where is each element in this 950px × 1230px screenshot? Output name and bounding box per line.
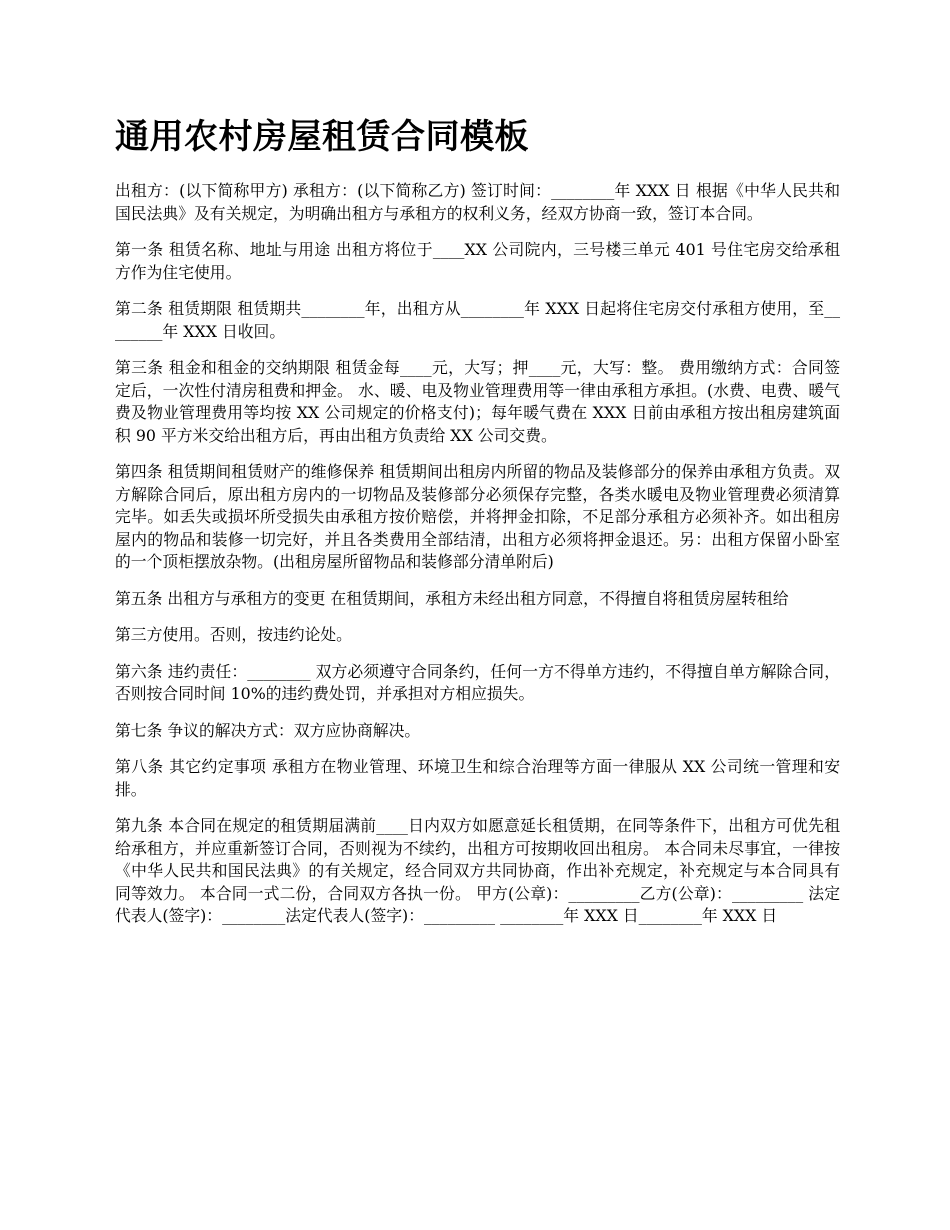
paragraph-article-3: 第三条 租金和租金的交纳期限 租赁金每____元，大写；押____元，大写：整。 费用缴纳方式：合同签定后，一次性付清房租费和押金。 水、暖、电及物业管理费用等一律由承租方承担。(水费、电费、暖气费及物业管理费用等均按 XX 公司规定的价格支付)；每年暖气费在 XXX 日前由承租方按出租房建筑面积 90 平方米交给出租方后，再由出租方负责给 XX 公司交费。: [115, 358, 840, 445]
paragraph-article-4: 第四条 租赁期间租赁财产的维修保养 租赁期间出租房内所留的物品及装修部分的保养由承租方负责。双方解除合同后，原出租方房内的一切物品及装修部分必须保存完整，各类水暖电及物业管理费必须清算完毕。如丢失或损坏所受损失由承租方按价赔偿，并将押金扣除，不足部分承租方必须补齐。如出租房屋内的物品和装修一切完好，并且各类费用全部结清，出租方必须将押金退还。另：出租方保留小卧室的一个顶柜摆放杂物。(出租房屋所留物品和装修部分清单附后): [115, 462, 840, 571]
document-title: 通用农村房屋租赁合同模板: [115, 117, 529, 157]
document-page: [115, 112, 840, 942]
paragraph-article-9: 第九条 本合同在规定的租赁期届满前____日内双方如愿意延长租赁期，在同等条件下，出租方可优先租给承租方，并应重新签订合同，否则视为不续约，出租方可按期收回出租房。 本合同未尽事宜，一律按《中华人民共和国民法典》的有关规定，经合同双方共同协商，作出补充规定，补充规定与本合同具有同等效力。 本合同一式二份，合同双方各执一份。 甲方(公章)：_________乙方(公章)：_________ 法定代表人(签字)：________法定代表人(签字)：_________ ________年 XXX 日________年 XXX 日: [115, 816, 840, 925]
paragraph-article-7: 第七条 争议的解决方式：双方应协商解决。: [115, 720, 421, 740]
paragraph-article-5: 第五条 出租方与承租方的变更 在租赁期间，承租方未经出租方同意，不得擅自将租赁房屋转租给: [115, 588, 789, 608]
paragraph-article-2: 第二条 租赁期限 租赁期共________年，出租方从________年 XXX 日起将住宅房交付承租方使用，至________年 XXX 日收回。: [115, 299, 840, 341]
paragraph-article-8: 第八条 其它约定事项 承租方在物业管理、环境卫生和综合治理等方面一律服从 XX 公司统一管理和安排。: [115, 757, 840, 799]
paragraph-article-6: 第六条 违约责任：________ 双方必须遵守合同条约，任何一方不得单方违约，不得擅自单方解除合同，否则按合同时间 10%的违约费处罚，并承担对方相应损失。: [115, 661, 840, 703]
paragraph-preamble: 出租方：(以下简称甲方) 承租方：(以下简称乙方) 签订时间：________年 XXX 日 根据《中华人民共和国民法典》及有关规定，为明确出租方与承租方的权利义务，经双方协商一致，签订本合同。: [115, 181, 840, 223]
paragraph-article-5-cont: 第三方使用。否则，按违约论处。: [115, 625, 352, 644]
paragraph-article-1: 第一条 租赁名称、地址与用途 出租方将位于____XX 公司院内，三号楼三单元 401 号住宅房交给承租方作为住宅使用。: [115, 240, 840, 282]
